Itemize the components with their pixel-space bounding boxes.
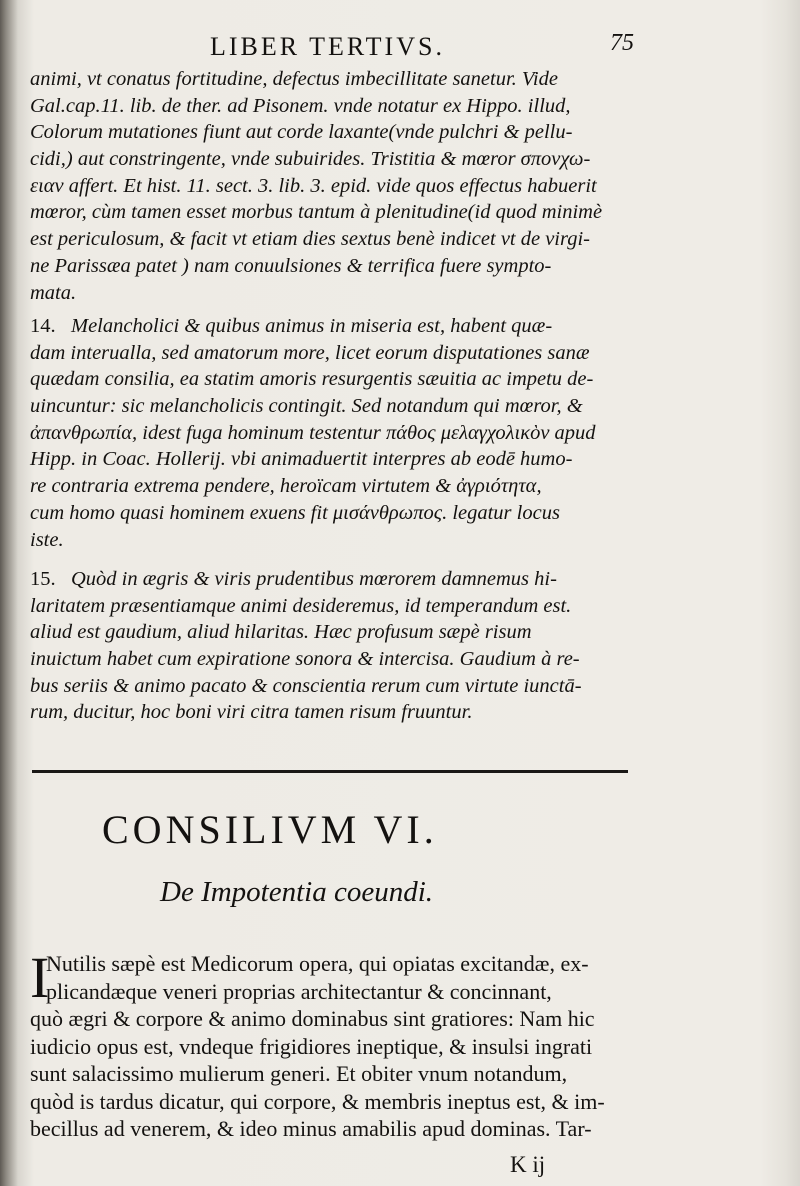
text-line — [30, 313, 632, 340]
text-line: Nutilis sæpè est Medicorum opera, qui opiatas excitandæ, ex- — [46, 951, 589, 976]
text-line: sunt salacissimo mulierum generi. Et obiter vnum notandum, — [30, 1061, 568, 1086]
text-line: quòd is tardus dicatur, qui corpore, & membris ineptus est, & im- — [30, 1088, 605, 1114]
section-divider — [32, 770, 628, 773]
text-line: mata. — [30, 281, 77, 304]
paragraph-14 — [30, 313, 632, 553]
text-line: inuictum habet cum expiratione sonora & intercisa. Gaudium à re- — [30, 648, 580, 671]
text-line: iudicio opus est, vndeque frigidiores ineptique, & insulsi ingrati — [30, 1033, 593, 1059]
text-line: plicandæque veneri proprias architectantur & concinnant, — [46, 978, 552, 1004]
paragraph-number: 14. — [30, 315, 56, 337]
paragraph-continuation — [30, 66, 632, 306]
text-line: becillus ad venerem, & ideo minus amabilis apud dominas. Tar- — [30, 1116, 592, 1141]
text-line: rum, ducitur, hoc boni viri citra tamen risum fruuntur. — [30, 701, 473, 724]
text-line: iste. — [30, 528, 64, 551]
section-subtitle: De Impotentia coeundi. — [160, 876, 434, 908]
text-line: cum homo quasi hominem exuens fit μισάνθρωπος. legatur locus — [30, 501, 560, 524]
text-line: ἀπανθρωπία, idest fuga hominum testentur πάθος μελαγχολικὸν apud — [30, 421, 596, 444]
text-line: cidi,) aut constringente, vnde subuirides. Tristitia & mœror σπονχω- — [30, 148, 591, 171]
text-line: re contraria extrema pendere, heroïcam virtutem & ἀγριότητα, — [30, 475, 542, 498]
text-line: laritatem præsentiamque animi desideremus, id temperandum est. — [30, 594, 572, 617]
text-line — [30, 566, 632, 593]
drop-cap: I — [30, 945, 50, 1010]
text-line: mœror, cùm tamen esset morbus tantum à plenitudine(id quod minimè — [30, 201, 603, 224]
page-number: 75 — [610, 30, 634, 56]
paragraph-15 — [30, 566, 632, 726]
text-line: Hipp. in Coac. Hollerij. vbi animaduertit interpres ab eodē humo- — [30, 448, 573, 471]
signature-mark: K ij — [510, 1152, 546, 1177]
text-line: uincuntur: sic melancholicis contingit. Sed notandum qui mœror, & — [30, 395, 583, 418]
section-title: CONSILIVM VI. — [102, 807, 438, 852]
text-line: bus seriis & animo pacato & conscientia rerum cum virtute iunctā- — [30, 674, 582, 697]
text-line: quò ægri & corpore & animo dominabus sint gratiores: Nam hic — [30, 1006, 595, 1031]
section-body — [30, 945, 640, 1143]
text-line: est periculosum, & facit vt etiam dies sextus benè indicet vt de virgi- — [30, 228, 590, 251]
text-line-content: Melancholici & quibus animus in miseria est, habent quæ- — [71, 315, 553, 337]
text-line: ειαν affert. Et hist. 11. sect. 3. lib. 3. epid. vide quos effectus habuerit — [30, 174, 597, 197]
text-line: Colorum mutationes fiunt aut corde laxante(vnde pulchri & pellu- — [30, 121, 573, 144]
page-header — [0, 28, 800, 68]
paragraph-number: 15. — [30, 568, 56, 590]
text-line: dam interualla, sed amatorum more, licet eorum disputationes sanæ — [30, 341, 590, 364]
text-line: aliud est gaudium, aliud hilaritas. Hæc profusum sæpè risum — [30, 621, 532, 644]
text-line-content: Quòd in ægris & viris prudentibus mœrorem damnemus hi- — [71, 568, 557, 590]
running-head: LIBER TERTIVS. — [210, 32, 445, 61]
text-line: quædam consilia, ea statim amoris resurgentis sæuitia ac impetu de- — [30, 368, 594, 391]
text-line: animi, vt conatus fortitudine, defectus imbecillitate sanetur. Vide — [30, 68, 558, 90]
text-line: Gal.cap.11. lib. de ther. ad Pisonem. vnde notatur ex Hippo. illud, — [30, 94, 571, 117]
text-line: ne Parissæa patet ) nam conuulsiones & terrifica fuere sympto- — [30, 254, 552, 277]
